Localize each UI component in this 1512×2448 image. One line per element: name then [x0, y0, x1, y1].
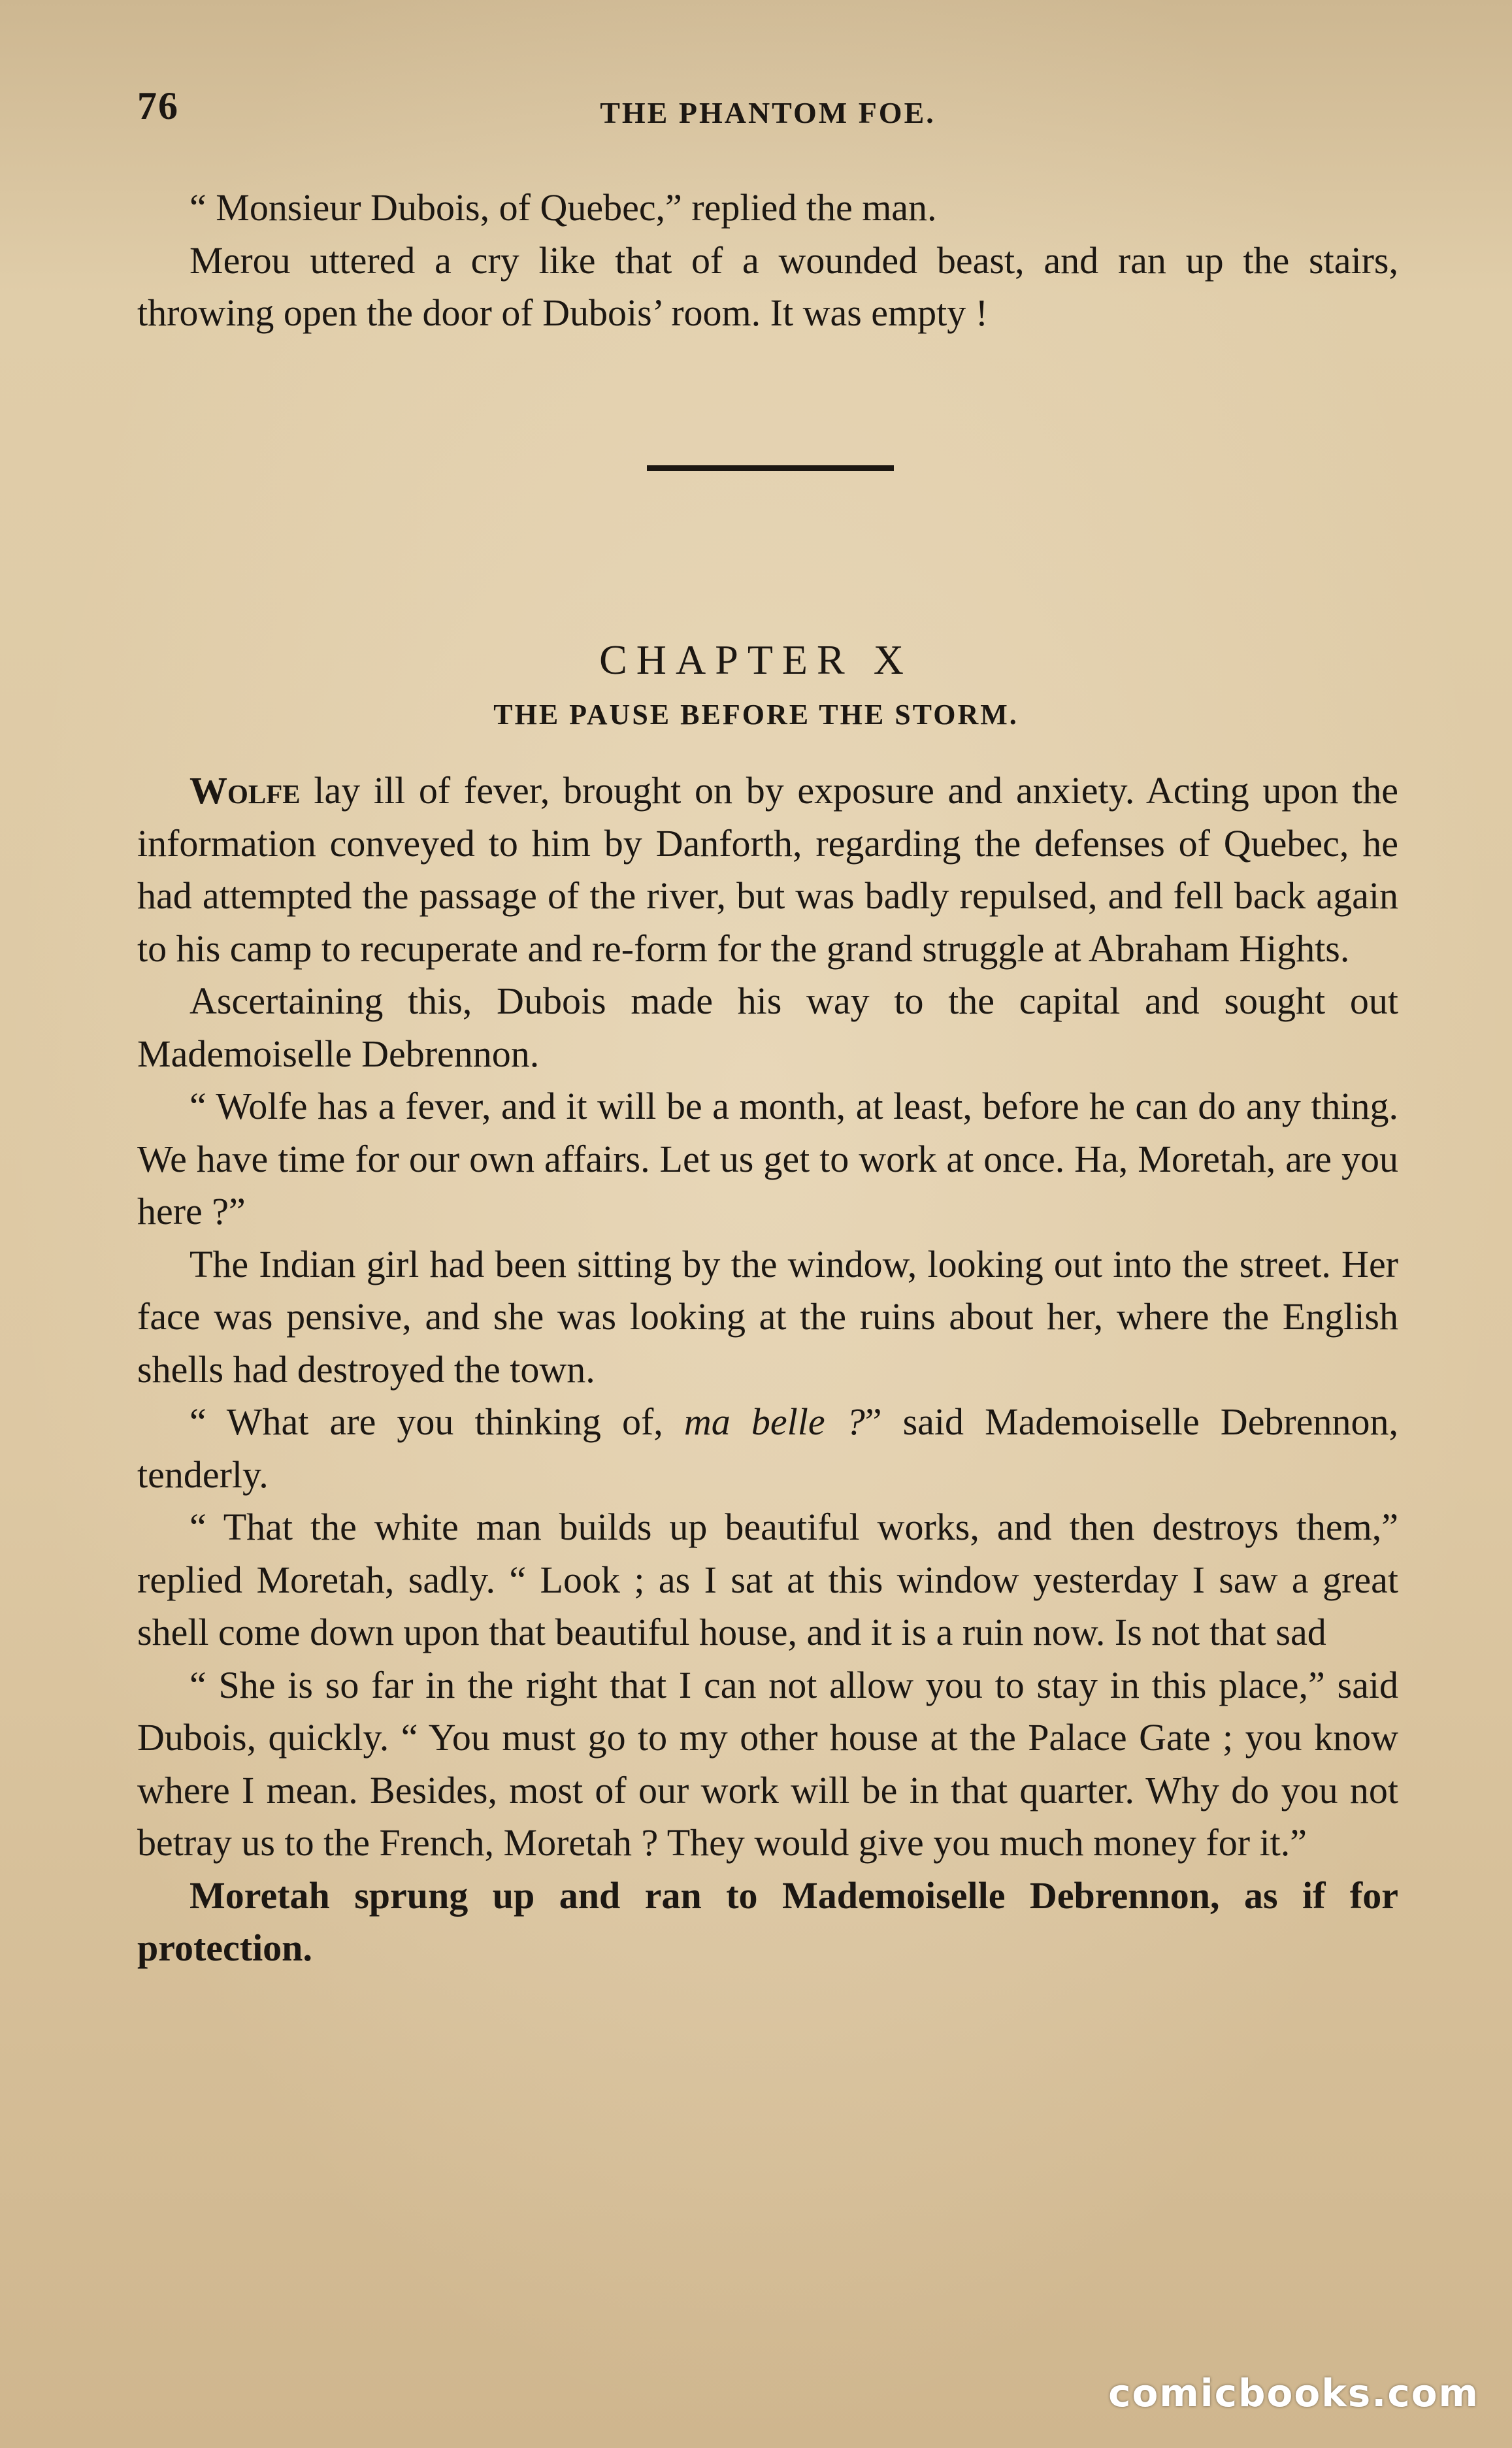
paragraph: “ Monsieur Dubois, of Quebec,” replied the man. — [189, 186, 937, 229]
paragraph: “ That the white man builds up beautiful works, and then destroys them,” replied Moretah, sadly. “ Look ; as I sat at this window yesterday I saw a great shell come down upon that beautiful house, and it is a ruin now. Is not that sad — [137, 1506, 1398, 1653]
paragraph-text: ” said Mademoiselle Debrennon, tenderly. — [137, 1400, 1398, 1496]
paragraph-text: lay ill of fever, brought on by exposure and anxiety. Acting upon the information conveyed to him by Danforth, regarding the defenses of Quebec, he had attempted the passage of the river, but was badly repulsed, and fell back again to his camp to recuperate and re-form for the grand struggle at Abraham Hights. — [137, 769, 1398, 970]
paragraph: The Indian girl had been sitting by the window, looking out into the street. Her face was pensive, and she was looking at the ruins about her, where the English shells had destroyed the town. — [137, 1242, 1398, 1391]
chapter-body — [137, 765, 1398, 1975]
paragraph — [137, 1396, 1398, 1501]
chapter-lead-word: Wolfe — [189, 769, 301, 812]
paragraph — [137, 765, 1398, 975]
chapter-heading: CHAPTER X — [599, 636, 913, 683]
paragraph: Ascertaining this, Dubois made his way to the capital and sought out Mademoiselle Debrennon. — [137, 980, 1398, 1075]
paragraph: “ Wolfe has a fever, and it will be a month, at least, before he can do any thing. We have time for our own affairs. Let us get to work at once. Ha, Moretah, are you here ?” — [137, 1085, 1398, 1232]
italic-phrase: ma belle ? — [683, 1400, 865, 1443]
chapter-subtitle: THE PAUSE BEFORE THE STORM. — [493, 699, 1019, 731]
section-divider-rule — [647, 465, 894, 471]
previous-chapter-ending — [137, 182, 1398, 340]
page-number: 76 — [137, 84, 179, 127]
book-title: THE PHANTOM FOE. — [600, 96, 936, 129]
paragraph: Merou uttered a cry like that of a wounded beast, and ran up the stairs, throwing open the door of Dubois’ room. It was empty ! — [137, 239, 1398, 334]
running-head — [137, 84, 1398, 142]
paragraph: “ She is so far in the right that I can not allow you to stay in this place,” said Dubois, quickly. “ You must go to my other house at the Palace Gate ; you know where I mean. Besides, most of our work will be in that quarter. Why do you not betray us to the French, Moretah ? They would give you much money for it.” — [137, 1663, 1398, 1864]
paragraph-text: “ What are you thinking of, — [189, 1400, 684, 1443]
paragraph: Moretah sprung up and ran to Mademoiselle Debrennon, as if for protection. — [137, 1874, 1398, 1969]
watermark: comicbooks.com — [1108, 2371, 1479, 2415]
